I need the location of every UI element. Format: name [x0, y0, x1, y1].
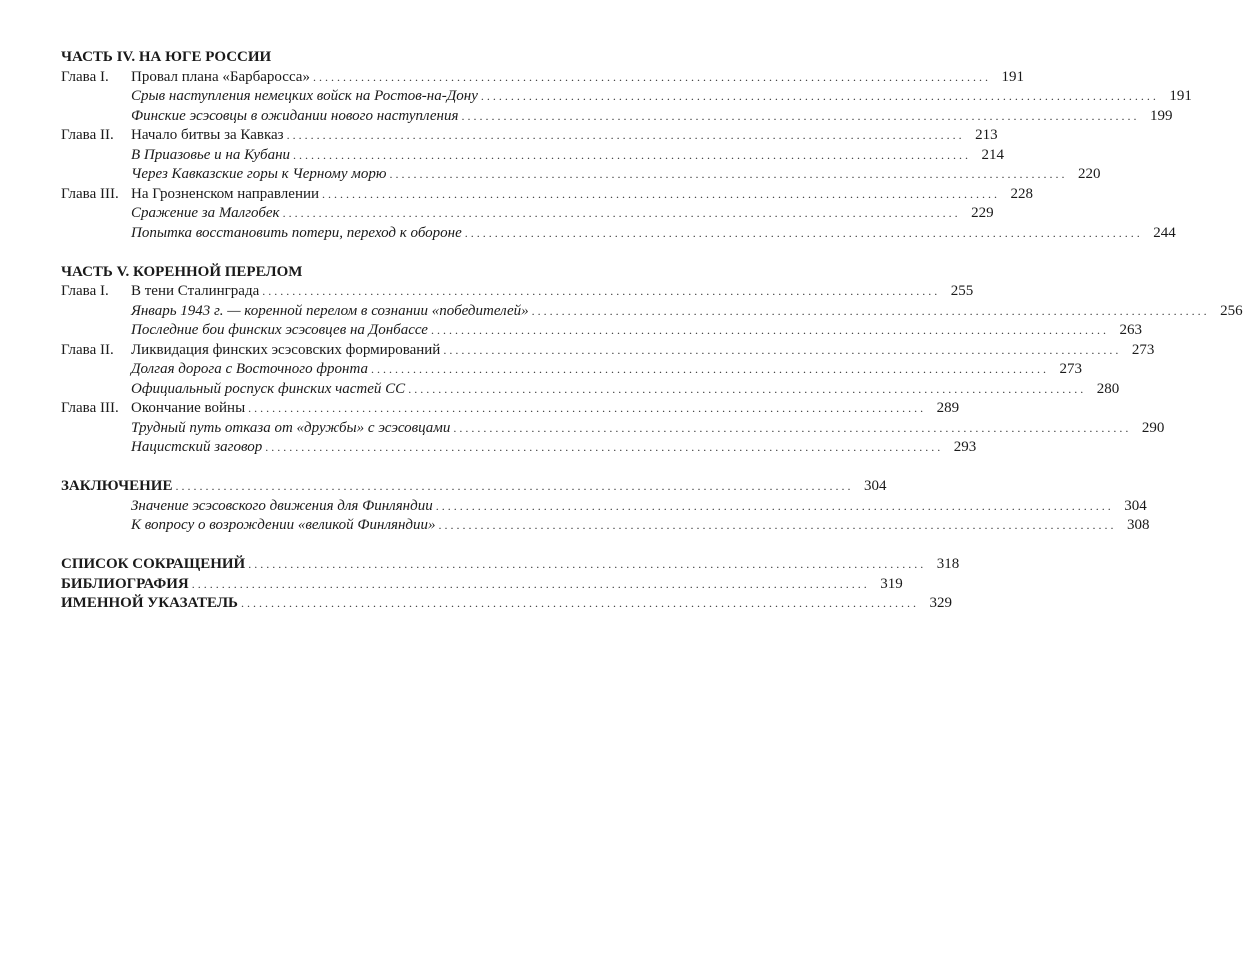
dot-leader — [319, 185, 997, 205]
dot-leader — [310, 68, 988, 88]
page-number: 304 — [863, 478, 887, 494]
dot-leader — [440, 341, 1118, 361]
chapter-label: Глава I. — [61, 283, 109, 299]
toc-entry-section — [61, 146, 1005, 166]
chapter-title: На Грозненском направлении — [131, 185, 320, 202]
toc-entry-chapter — [61, 126, 998, 146]
toc-entry-section — [61, 87, 1192, 107]
toc-entry-section — [61, 419, 1165, 439]
section-title: В Приазовье и на Кубани — [131, 146, 291, 163]
section-title: Финские эсэсовцы в ожидании нового наступления — [131, 107, 459, 124]
dot-leader — [245, 555, 923, 575]
page-number: 228 — [1010, 185, 1034, 202]
page-number: 191 — [1001, 68, 1024, 85]
page-number: 191 — [1169, 88, 1192, 104]
dot-leader — [450, 419, 1128, 439]
page-number: 304 — [1124, 497, 1147, 514]
dot-leader — [284, 126, 962, 146]
page-number: 256 — [1220, 302, 1243, 319]
dot-leader — [245, 399, 923, 419]
page-number: 319 — [880, 575, 903, 592]
toc-entry-section — [61, 360, 1082, 380]
dot-leader — [462, 224, 1140, 244]
dot-leader — [172, 477, 850, 497]
page-number: 214 — [981, 146, 1005, 163]
chapter-label: Глава II. — [61, 127, 114, 143]
section-title: Значение эсэсовского движения для Финляндии — [131, 497, 433, 514]
page-number: 293 — [953, 439, 977, 455]
toc-entry-section — [61, 224, 1176, 244]
toc-entry-chapter — [61, 282, 974, 302]
page-number: 273 — [1131, 341, 1155, 358]
section-title: Долгая дорога с Восточного фронта — [131, 361, 368, 377]
toc-entry-section — [61, 302, 1243, 322]
index-title: ИМЕННОЙ УКАЗАТЕЛЬ — [61, 595, 238, 611]
section-title: Последние бои финских эсэсовцев на Донбассе — [131, 322, 428, 338]
dot-leader — [433, 497, 1111, 517]
toc-entry-section — [61, 438, 977, 458]
page-number: 290 — [1141, 419, 1165, 436]
chapter-title: Провал плана «Барбаросса» — [131, 68, 310, 85]
page-number: 308 — [1126, 517, 1150, 533]
toc-entry-chapter — [61, 68, 1024, 88]
toc-entry-conclusion — [61, 477, 887, 497]
page-number: 329 — [929, 595, 952, 611]
toc-entry-section — [61, 380, 1120, 400]
toc-entry-section — [61, 107, 1173, 127]
section-title: Нацистский заговор — [131, 439, 263, 455]
part-5-title: ЧАСТЬ V. КОРЕННОЙ ПЕРЕЛОМ — [61, 263, 303, 280]
section-title: К вопросу о возрождении «великой Финляндии» — [131, 517, 436, 533]
dot-leader — [189, 575, 867, 595]
toc-entry-section — [61, 204, 994, 224]
dot-leader — [529, 302, 1207, 322]
dot-leader — [259, 282, 937, 302]
dot-leader — [405, 380, 1083, 400]
section-title: Официальный роспуск финских частей СС — [131, 380, 406, 397]
dot-leader — [478, 87, 1156, 107]
toc-entry-section — [61, 321, 1142, 341]
chapter-title: Ликвидация финских эсэсовских формирований — [131, 341, 441, 358]
bibliography-title: БИБЛИОГРАФИЯ — [61, 575, 189, 592]
dot-leader — [368, 360, 1046, 380]
section-title: Попытка восстановить потери, переход к обороне — [131, 224, 462, 241]
page-number: 289 — [936, 400, 960, 416]
page-number: 199 — [1149, 107, 1173, 124]
toc-entry-chapter — [61, 341, 1155, 361]
dot-leader — [428, 321, 1106, 341]
section-title: Январь 1943 г. — коренной перелом в сознании «победителей» — [131, 302, 529, 319]
conclusion-title: ЗАКЛЮЧЕНИЕ — [61, 478, 173, 494]
toc-entry-bibliography — [61, 575, 903, 595]
table-of-contents — [61, 48, 1243, 614]
chapter-label: Глава III. — [61, 185, 119, 202]
chapter-label: Глава I. — [61, 68, 109, 85]
page-number: 263 — [1119, 322, 1142, 338]
page-number: 273 — [1059, 361, 1082, 377]
toc-entry-section — [61, 516, 1150, 536]
page-number: 229 — [971, 205, 994, 221]
dot-leader — [290, 146, 968, 166]
toc-entry-section — [61, 165, 1101, 185]
dot-leader — [386, 165, 1064, 185]
dot-leader — [280, 204, 958, 224]
page-number: 220 — [1077, 166, 1101, 182]
page-number: 318 — [936, 556, 960, 572]
page-number: 244 — [1153, 224, 1176, 241]
page-number: 255 — [950, 283, 974, 299]
toc-entry-section — [61, 497, 1147, 517]
toc-entry-chapter — [61, 185, 1034, 205]
section-title: Через Кавказские горы к Черному морю — [131, 166, 387, 182]
chapter-label: Глава III. — [61, 400, 119, 416]
dot-leader — [435, 516, 1113, 536]
page-number: 280 — [1096, 380, 1120, 397]
section-title: Сражение за Малгобек — [131, 205, 280, 221]
section-title: Трудный путь отказа от «дружбы» с эсэсовцами — [131, 419, 451, 436]
dot-leader — [458, 107, 1136, 127]
dot-leader — [262, 438, 940, 458]
toc-entry-chapter — [61, 399, 960, 419]
toc-entry-index — [61, 594, 952, 614]
chapter-title: Начало битвы за Кавказ — [131, 127, 284, 143]
chapter-title: Окончание войны — [131, 400, 246, 416]
toc-entry-abbreviations — [61, 555, 960, 575]
abbreviations-title: СПИСОК СОКРАЩЕНИЙ — [61, 556, 246, 572]
page-number: 213 — [975, 127, 998, 143]
section-title: Срыв наступления немецких войск на Ростов-на-Дону — [131, 88, 478, 104]
dot-leader — [238, 594, 916, 614]
chapter-label: Глава II. — [61, 341, 114, 358]
chapter-title: В тени Сталинграда — [131, 283, 260, 299]
part-4-title: ЧАСТЬ IV. НА ЮГЕ РОССИИ — [61, 49, 272, 65]
